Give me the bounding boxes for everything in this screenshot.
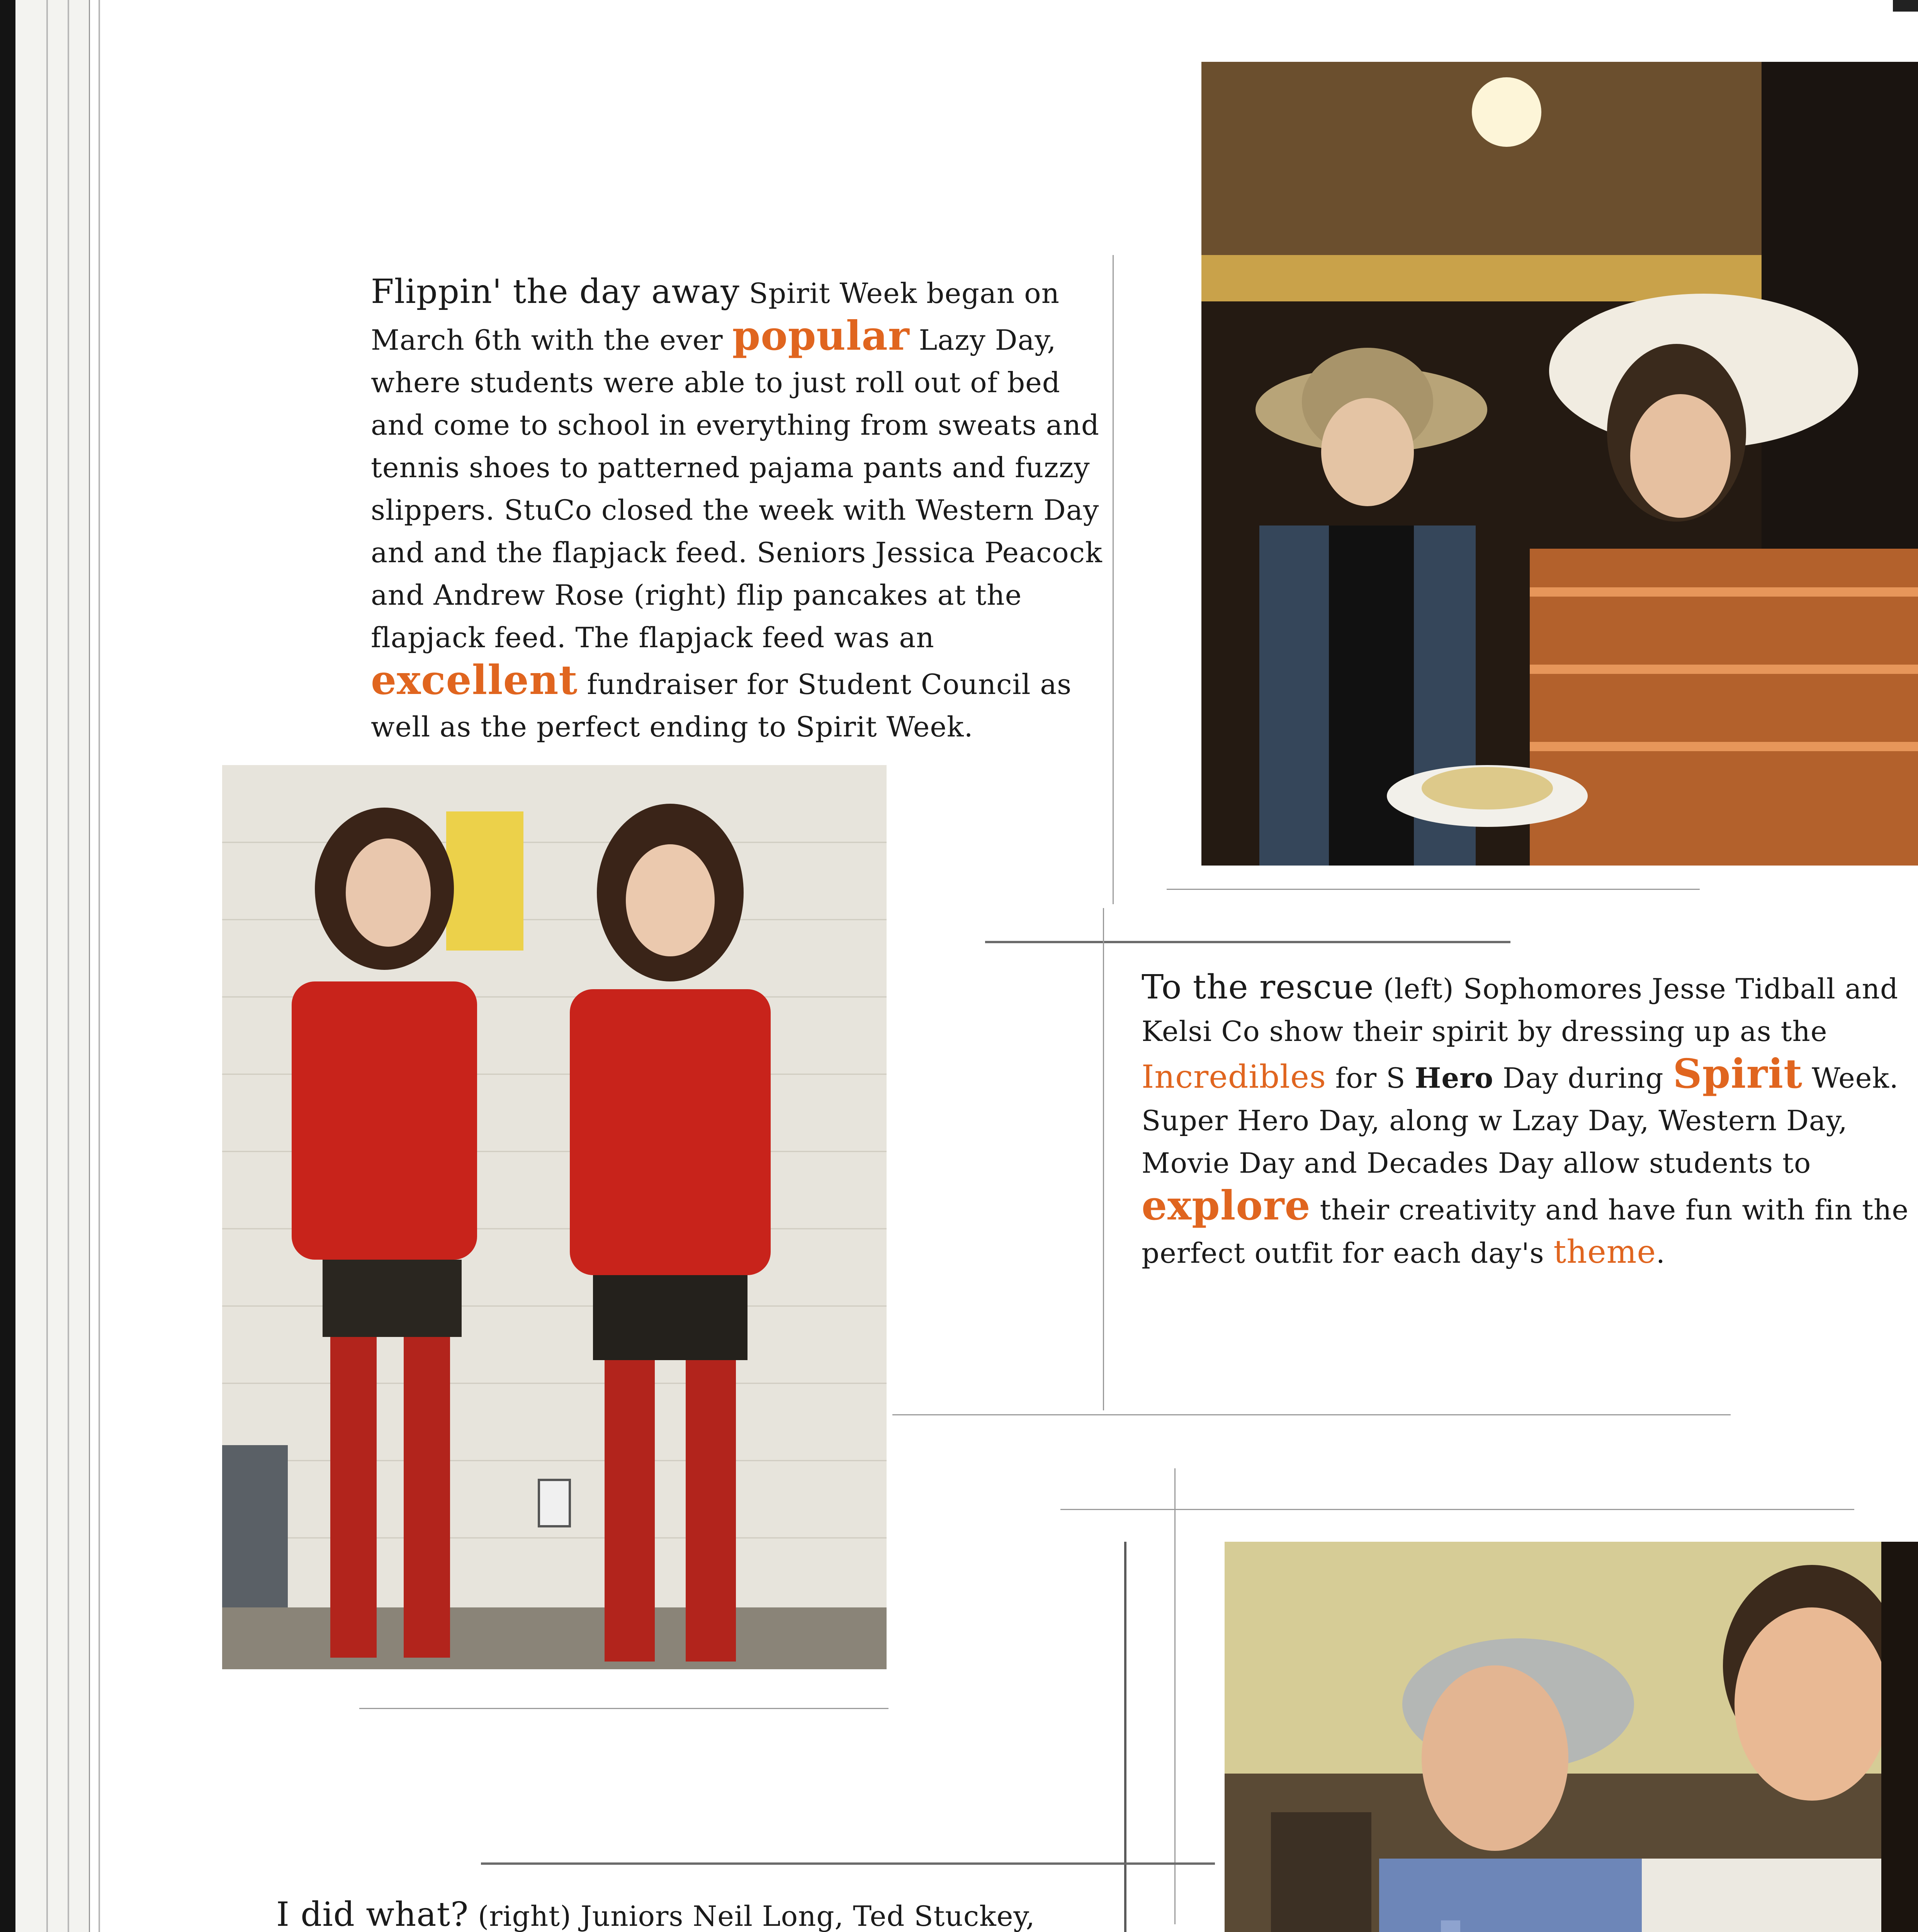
caption-text: Day during xyxy=(1493,1062,1673,1094)
book-spine-edge xyxy=(0,0,15,1932)
page-stack-edge xyxy=(15,0,90,1932)
caption-accent: Spirit xyxy=(1673,1050,1803,1097)
caption-text: (right) Juniors Neil Long, Ted Stuckey, xyxy=(478,1900,1035,1932)
decorative-rule xyxy=(1167,889,1700,890)
caption-accent: theme xyxy=(1553,1234,1656,1270)
caption-accent: explore xyxy=(1142,1182,1311,1229)
caption-text: for S xyxy=(1326,1062,1406,1094)
caption-text: Lazy Day, where students were able to just roll out of bed and come to school in everything from sweats and tennis shoes to patterned pajama pants and fuzzy slippers. StuCo closed the week with Western Day and and the flapjack feed. Seniors Jessica Peacock and Andrew Rose (right) flip pancakes at the flapjack feed. The flapjack feed was an xyxy=(371,324,1103,654)
caption-lead: Flippin' the day away xyxy=(371,272,740,311)
decorative-rule xyxy=(1124,1542,1126,1932)
page-edge-line xyxy=(99,0,100,1932)
photo-hypnosis xyxy=(1225,1542,1918,1932)
caption-hypnosis xyxy=(276,1893,1095,1932)
decorative-rule xyxy=(1174,1468,1176,1924)
caption-lead: Hero xyxy=(1415,1061,1494,1094)
caption-text: fundraiser for Student Council as well as the perfect ending to Spirit Week. xyxy=(371,668,1072,743)
decorative-rule xyxy=(1113,255,1114,904)
decorative-rule xyxy=(1103,908,1104,1410)
caption-lead: To the rescue xyxy=(1142,968,1374,1007)
caption-accent: popular xyxy=(732,312,910,359)
page-edge-line xyxy=(68,0,69,1932)
decorative-rule xyxy=(359,1708,888,1709)
decorative-rule xyxy=(985,941,1510,943)
photo-incredibles xyxy=(222,765,887,1669)
decorative-rule xyxy=(1060,1509,1854,1510)
caption-text: Week. Super Hero Day, along w Lzay Day, Western Day, Movie Day and Decades Day allow students to xyxy=(1142,1062,1899,1179)
decorative-rule xyxy=(481,1862,1215,1865)
caption-text: (left) Sophomores Jesse Tidball and Kelsi Co show their spirit by dressing up as the xyxy=(1142,973,1899,1048)
caption-lead: I did what? xyxy=(276,1895,469,1932)
caption-accent: excellent xyxy=(371,656,578,704)
caption-accent: Incredibles xyxy=(1142,1059,1326,1095)
caption-text: Spirit Week began on March 6th with the ever xyxy=(371,277,1060,356)
page-edge-line xyxy=(46,0,48,1932)
decorative-rule xyxy=(892,1414,1731,1415)
photo-flapjack-feed xyxy=(1201,62,1918,866)
caption-incredibles xyxy=(1142,966,1914,1274)
scan-edge-top xyxy=(1893,0,1918,12)
caption-text: . xyxy=(1656,1237,1665,1269)
caption-flapjack xyxy=(371,270,1105,748)
caption-text: their creativity and have fun with fin the perfect outfit for each day's xyxy=(1142,1194,1909,1269)
